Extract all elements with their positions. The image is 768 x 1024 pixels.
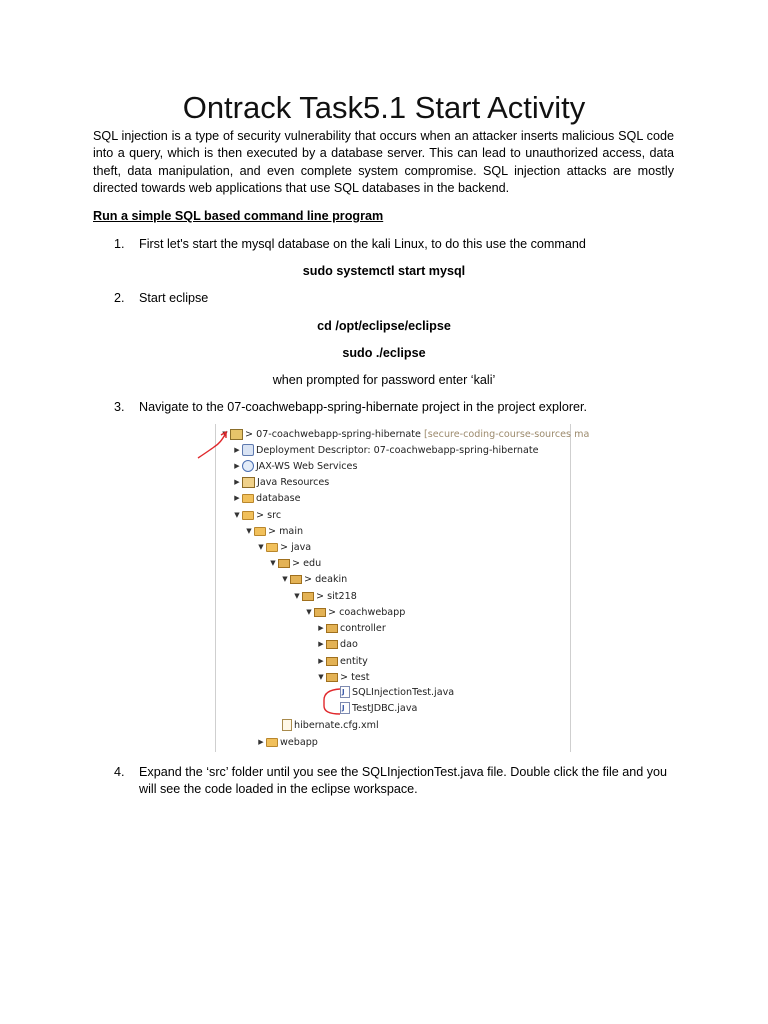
expand-right-icon[interactable]: ▶: [234, 462, 240, 470]
page-title: Ontrack Task5.1 Start Activity: [182, 90, 586, 125]
tree-label: > java: [280, 542, 312, 553]
expand-right-icon[interactable]: ▶: [318, 657, 324, 665]
expand-right-icon[interactable]: ▶: [318, 624, 324, 632]
expand-right-icon[interactable]: ▶: [234, 446, 240, 454]
step-number: 3.: [114, 400, 125, 414]
tree-label: > coachwebapp: [328, 607, 406, 618]
step-text: Expand the ‘src’ folder until you see the SQLInjectionTest.java file. Double click the file and you will see the code loaded in the eclipse workspace.: [139, 765, 668, 797]
step-number: 1.: [114, 237, 125, 251]
bracket-mark: [324, 689, 340, 714]
annotation-bracket: [216, 424, 570, 752]
tree-label: > src: [256, 510, 282, 521]
expand-down-icon[interactable]: ▼: [234, 511, 240, 519]
step-text: Navigate to the 07-coachwebapp-spring-hibernate project in the project explorer.: [139, 400, 588, 414]
expand-down-icon[interactable]: ▼: [270, 559, 276, 567]
tree-label: > main: [268, 526, 304, 537]
expand-down-icon[interactable]: ▼: [246, 527, 252, 535]
tree-label: > sit218: [316, 591, 357, 602]
password-note: when prompted for password enter ‘kali’: [272, 373, 496, 387]
step-text: Start eclipse: [139, 291, 209, 305]
project-name: > 07-coachwebapp-spring-hibernate: [245, 429, 421, 440]
tree-label: TestJDBC.java: [352, 703, 418, 714]
tree-label: JAX-WS Web Services: [256, 461, 358, 472]
tree-label: > test: [340, 672, 370, 683]
step-number: 4.: [114, 765, 125, 779]
expand-right-icon[interactable]: ▶: [234, 494, 240, 502]
expand-right-icon[interactable]: ▶: [234, 478, 240, 486]
tree-label: dao: [340, 639, 358, 650]
tree-label: webapp: [280, 737, 318, 748]
expand-down-icon[interactable]: ▼: [306, 608, 312, 616]
expand-down-icon[interactable]: ▼: [282, 575, 288, 583]
tree-label: > edu: [292, 558, 322, 569]
expand-right-icon[interactable]: ▶: [318, 640, 324, 648]
tree-label: controller: [340, 623, 386, 634]
project-suffix: [secure-coding-course-sources ma: [424, 429, 590, 440]
intro-paragraph: SQL injection is a type of security vulnerability that occurs when an attacker inserts malicious SQL code into a query, which is then executed by a database server. This can lead to unauthorized access, data theft, data manipulation, and even complete system compromise. SQL injection attacks are mostly directed towards web applications that use SQL databases in the backend.: [93, 129, 674, 196]
tree-label: hibernate.cfg.xml: [294, 720, 379, 731]
tree-label: Java Resources: [257, 477, 330, 488]
expand-down-icon[interactable]: ▼: [258, 543, 264, 551]
expand-right-icon[interactable]: ▶: [258, 738, 264, 746]
project-explorer-screenshot: [215, 424, 590, 752]
step-number: 2.: [114, 291, 125, 305]
tree-label: entity: [340, 656, 368, 667]
section-heading: Run a simple SQL based command line program: [93, 209, 384, 223]
tree-label: SQLInjectionTest.java: [352, 687, 455, 698]
step-text: First let's start the mysql database on the kali Linux, to do this use the command: [139, 237, 586, 251]
command-run-eclipse: sudo ./eclipse: [342, 346, 426, 360]
expand-down-icon[interactable]: ▼: [318, 673, 324, 681]
expand-down-icon[interactable]: ▼: [222, 430, 228, 438]
command-cd-eclipse: cd /opt/eclipse/eclipse: [317, 319, 451, 333]
expand-down-icon[interactable]: ▼: [294, 592, 300, 600]
tree-label: > deakin: [304, 574, 348, 585]
command-start-mysql: sudo systemctl start mysql: [302, 264, 466, 278]
tree-label: Deployment Descriptor: 07-coachwebapp-spring-hibernate: [256, 445, 539, 456]
tree-label: database: [256, 493, 301, 504]
